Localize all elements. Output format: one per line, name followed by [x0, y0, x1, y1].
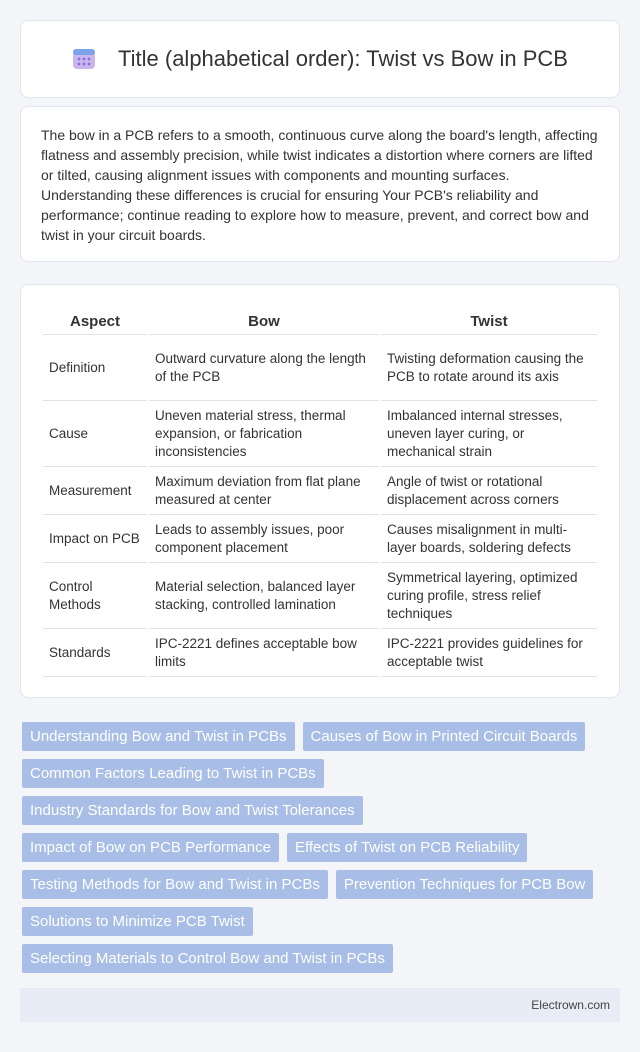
cell-aspect: Impact on PCB	[43, 515, 147, 563]
cell-bow: Outward curvature along the length of the PCB	[149, 335, 379, 401]
comparison-table	[41, 305, 599, 677]
cell-bow: IPC-2221 defines acceptable bow limits	[149, 629, 379, 677]
cell-aspect: Measurement	[43, 467, 147, 515]
cell-aspect: Cause	[43, 401, 147, 467]
topic-tag-link[interactable]: Common Factors Leading to Twist in PCBs	[22, 759, 324, 788]
header-twist: Twist	[381, 305, 597, 335]
topic-tag-link[interactable]: Impact of Bow on PCB Performance	[22, 833, 279, 862]
footer	[20, 988, 620, 1022]
cell-twist: Causes misalignment in multi-layer boards, soldering defects	[381, 515, 597, 563]
topic-tag-link[interactable]: Solutions to Minimize PCB Twist	[22, 907, 253, 936]
table-row	[43, 467, 597, 515]
cell-twist: Angle of twist or rotational displacement across corners	[381, 467, 597, 515]
cell-twist: Imbalanced internal stresses, uneven layer curing, or mechanical strain	[381, 401, 597, 467]
topic-tag-link[interactable]: Industry Standards for Bow and Twist Tolerances	[22, 796, 363, 825]
intro-paragraph: The bow in a PCB refers to a smooth, continuous curve along the board's length, affecting flatness and assembly precision, while twist indicates a distortion where corners are lifted or tilted, causing alignment issues with components and mounting surfaces. Understanding these differences is crucial for ensuring Your PCB's reliability and performance; continue reading to explore how to measure, prevent, and correct bow and twist in your circuit boards.	[41, 127, 598, 243]
title-card	[20, 20, 620, 98]
table-row	[43, 335, 597, 401]
cell-twist: Twisting deformation causing the PCB to rotate around its axis	[381, 335, 597, 401]
comparison-table-card	[20, 284, 620, 698]
topic-tag-link[interactable]: Causes of Bow in Printed Circuit Boards	[303, 722, 586, 751]
cell-twist: Symmetrical layering, optimized curing profile, stress relief techniques	[381, 563, 597, 629]
cell-bow: Material selection, balanced layer stacking, controlled lamination	[149, 563, 379, 629]
topic-tag-link[interactable]: Understanding Bow and Twist in PCBs	[22, 722, 295, 751]
cell-aspect: Control Methods	[43, 563, 147, 629]
topic-tag-link[interactable]: Testing Methods for Bow and Twist in PCBs	[22, 870, 328, 899]
cell-bow: Maximum deviation from flat plane measured at center	[149, 467, 379, 515]
topic-tags	[22, 722, 618, 973]
intro-card	[20, 106, 620, 262]
header-aspect: Aspect	[43, 305, 147, 335]
cell-twist: IPC-2221 provides guidelines for acceptable twist	[381, 629, 597, 677]
table-header-row	[43, 305, 597, 335]
footer-site-name: Electrown.com	[531, 998, 610, 1012]
header-bow: Bow	[149, 305, 379, 335]
topic-tag-link[interactable]: Effects of Twist on PCB Reliability	[287, 833, 528, 862]
table-row	[43, 401, 597, 467]
table-row	[43, 563, 597, 629]
table-row	[43, 515, 597, 563]
calendar-grid-icon	[72, 47, 96, 71]
topic-tag-link[interactable]: Prevention Techniques for PCB Bow	[336, 870, 594, 899]
table-row	[43, 629, 597, 677]
page-title: Title (alphabetical order): Twist vs Bow in PCB	[118, 46, 568, 71]
topic-tag-link[interactable]: Selecting Materials to Control Bow and Twist in PCBs	[22, 944, 393, 973]
cell-bow: Uneven material stress, thermal expansion, or fabrication inconsistencies	[149, 401, 379, 467]
cell-bow: Leads to assembly issues, poor component placement	[149, 515, 379, 563]
cell-aspect: Definition	[43, 335, 147, 401]
cell-aspect: Standards	[43, 629, 147, 677]
